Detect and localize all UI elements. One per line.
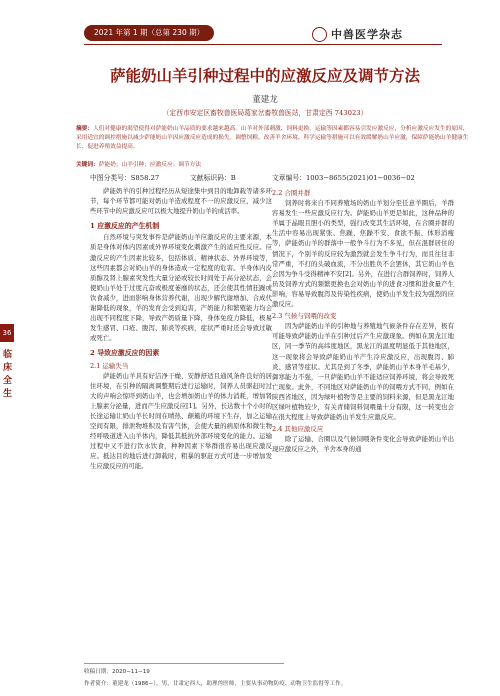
keywords-text: 萨能奶；山羊引种；应激反应；调节方法 — [98, 162, 202, 168]
paragraph: 自然环境与突发事件是萨能奶山羊应激反应的主要来源，本质是身体对体内因素或外界环境变化刺激产生的适应性反应。应激反应的产生因素比较多，包括体质、精神状态、外界环境等，这些因素都会对奶山羊的身体造成一定程度的危害。羊身体内皮质醇及肾上腺素突发性大量分泌或较长时间处于高分泌状态，会使奶山羊处于过度亢奋或极度萎靡的状态，还会使其性情狂躁或饮食减少，进而影响身体营养代谢，出现少解代谢增加、合成代谢降低的现象，羊的发育会受到迫害，产奶能力和繁殖能力均会出现不同程度下降，导致产奶质量下降，身体免疫力降低，极易发生感冒、口疮、腹泻、肺炎等疾病，症状严重时还会导致过敏或死亡。 — [90, 233, 272, 343]
section-label: 临床全生 — [3, 350, 13, 399]
paragraph: 饲养时将来自不同养殖场的奶山羊划分至任意羊圈后，羊群容易发生一些应激反应行为。萨能奶山羊更是如此，这种品种的羊属于晶眼且胆小的类型，强行改变其生活环境，在合圈并群的生活中容易出现紧张、焦躁、焦躁不安、食欲不振、体形消瘦等，萨能奶山羊的群落中一般争斗行为不多见，但在混群居住的情况下，个别羊的反应较为激烈就会发生争斗行为，而且往往非常严重，不打的头破血流，不分出胜负不会罢休，其它奶山羊也会因为争斗受得精神不安[2]。另外，在进行合群饲养时，饲养人员及饲养方式的频繁更换也会对奶山羊的进食习惯和进食量产生影响，容易导致腹泻及传染性疾病，使奶山羊发生较为强烈的应激反应。 — [272, 199, 454, 309]
subsection-heading: 2.4 其他应激反应 — [272, 425, 324, 434]
article-title: 萨能奶山羊引种过程中的应激反应及调节方法 — [109, 66, 420, 85]
author-bio: 作者简介：董建龙（1986−），男，甘肃定西人，助理兽医师，主要从事动物防疫、动物卫生监督等工作。 — [84, 681, 347, 687]
paragraph: 除了运输、合圈以及气候饲喂条件变化会导致萨能奶山羊出现应激反应之外，羊舍本身的通 — [272, 435, 454, 454]
journal-seal-icon — [312, 27, 327, 42]
received-date: 收稿日期：2020−11−19 — [84, 669, 150, 675]
issue-badge — [84, 25, 214, 41]
issue-text: 2021 年第 1 期（总第 230 期） — [94, 28, 205, 37]
paragraph: 萨能奶羊的引种过程经历从短途集中到目的地卸载等诸多环节，每个环节都可能对奶山羊造成程度不一的应激反应，减少这些环节中的应激反应可以极大地提升奶山羊的成活率。 — [90, 187, 272, 216]
body-column-right — [272, 186, 454, 454]
document-code: 文献标识码：B — [190, 174, 236, 182]
section-heading: 2 导致应激反应的因素 — [90, 349, 160, 358]
article-author: 董建龙 — [252, 95, 278, 105]
page-number-tab — [0, 324, 14, 342]
header-divider — [84, 44, 442, 45]
subsection-heading: 2.2 合圈并群 — [272, 189, 311, 197]
author-affiliation: （定西市安定区畜牧兽医局葛家岔畜牧兽医站，甘肃定西 743023） — [162, 109, 368, 117]
subsection-heading: 2.1 运输失当 — [90, 361, 129, 370]
paragraph: 萨能奶山羊具有好洁净干燥、安静舒适且通风条件良好的居住环境，在引种的隔离调整期后进行运输时，饲养人员驱赶时过大的声响会惊吓到奶山羊，也会增加奶山羊的体力消耗，增加肾上腺素分泌量，进而产生应激反应[1]。另外，长达数十个小时的长途运输让奶山羊长时间在晴热、颠簸的环境下生存，加之运输空间有限，排泄物堆积及有害气体，会使大量的病原体和微生物经呼吸道进入山羊体内，降低其抵抗外部环境变化的能力。运输过程中又不进行饮水饮食，种种因素下举群很容易出现应激反应。抵达目的地后进行卸载时，粗暴的驱赶方式可进一步增加发生应激反应的可能。 — [90, 371, 272, 471]
keywords — [76, 159, 472, 168]
body-column-left — [90, 186, 272, 472]
abstract — [76, 125, 472, 152]
journal-logo — [312, 26, 403, 43]
keywords-label: 关键词： — [76, 162, 99, 168]
abstract-text: 人们对健康的渴望使得对萨能奶山羊品质的要求越来越高。山羊对外部刺激、饲料更换、运输等因素都容易引发应激反应，分析应激反应发生的原因，采用适宜的调控措施以减少萨能奶山羊因应激反应造成的损失。调整饲粮、改善羊舍环境、科学运输等措施可以有效缓解奶山羊应激，保障萨能奶山羊健康生长、促进养殖效益提高。 — [76, 126, 469, 150]
section-heading: 1 应激反应的产生机制 — [90, 222, 160, 231]
footnote-divider — [84, 663, 284, 664]
paragraph: 因为萨能奶山羊的引种地与养殖地气候条件存在差异，极有可能导致萨能奶山羊在引种过后产生应激现象。例如在黑龙江地区，同一季节的高纬度地区，黑龙江的温度明显低于其他地区，这一现象将会导致萨能奶山羊产生冷应激反应，出现腹泻、肺炎、感冒等症状。尤其是到了冬季，萨能奶山羊本身羊毛基少，御寒能力不强，一旦萨能奶山羊不能适应饲养环境，将会导致死亡现象。此外，不同地区对萨能奶山羊的饲喂方式不同，例如在陕西省地区，因为绿叶植物等是主要的饲料来源，但是黑龙江地区绿叶植物较少，有关青储饲料饲喂量十分有限，这一转变也会在很大程度上导致萨能奶山羊发生应激反应。 — [272, 322, 454, 422]
abstract-label: 摘要： — [76, 126, 94, 132]
page-number: 36 — [2, 329, 12, 337]
journal-name: 中兽医学杂志 — [331, 28, 403, 41]
article-number: 文章编号：1003−8655(2021)01−0036−02 — [272, 174, 415, 182]
subsection-heading: 2.3 气候与饲喂的改变 — [272, 312, 337, 321]
clc-number: 中图分类号：S858.27 — [90, 174, 160, 182]
